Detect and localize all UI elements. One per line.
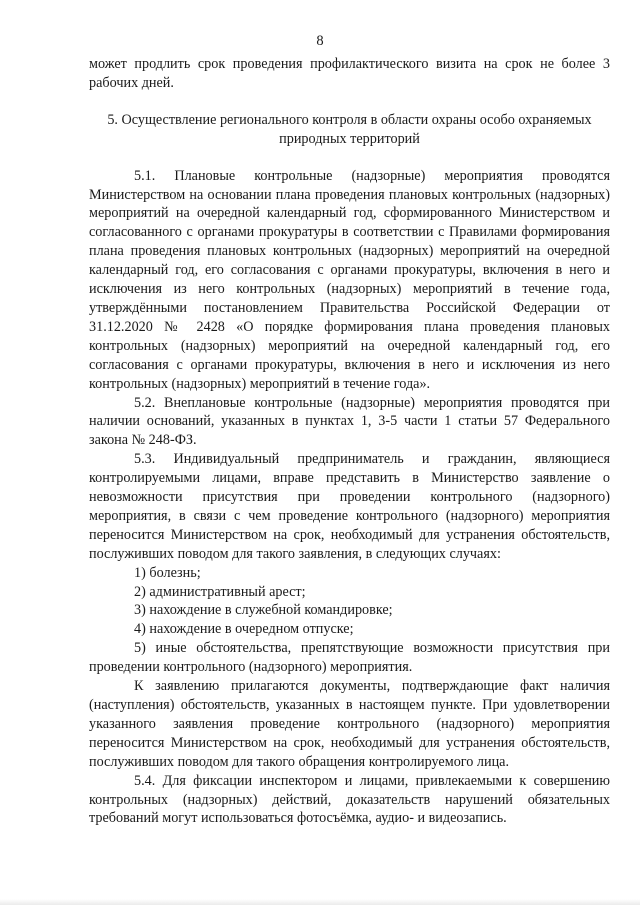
scan-edge	[0, 899, 640, 905]
section-heading: 5. Осуществление регионального контроля в области охраны особо охраняемых природных территорий	[107, 111, 592, 147]
document-body	[89, 55, 610, 828]
list-item: 2) административный арест;	[134, 583, 306, 600]
list-item: 1) болезнь;	[134, 564, 201, 581]
paragraph-attachments: К заявлению прилагаются документы, подтверждающие факт наличия (наступления) обстоятельств, указанных в настоящем пункте. При удовлетворении указанного заявления проведение контрольного (надзорного) мероприятия переносится Министерством на срок, необходимый для устранения обстоятельств, послуживших поводом для такого обращения контролируемого лица.	[89, 678, 610, 770]
paragraph-5-1: 5.1. Плановые контрольные (надзорные) мероприятия проводятся Министерством на основании плана проведения плановых контрольных (надзорных) мероприятий на очередной календарный год, сформированного Министерством и согласованного с органами прокуратуры в соответствии с Правилами формирования плана проведения плановых контрольных (надзорных) мероприятий на очередной календарный год, его согласования с органами прокуратуры, включения в него и исключения из него контрольных (надзорных) мероприятий в течение года, утверждёнными постановлением Правительства Российской Федерации от 31.12.2020 № 2428 «О порядке формирования плана проведения плановых контрольных (надзорных) мероприятий на очередной календарный год, его согласования с органами прокуратуры, включения в него и исключения из него контрольных (надзорных) мероприятий в течение года».	[89, 167, 610, 392]
list-item: 5) иные обстоятельства, препятствующие возможности присутствия при проведении контрольного (надзорного) мероприятия.	[89, 640, 610, 676]
list-item: 3) нахождение в служебной командировке;	[134, 602, 393, 619]
page-number: 8	[316, 33, 324, 49]
list-item: 4) нахождение в очередном отпуске;	[134, 621, 354, 638]
paragraph-5-4: 5.4. Для фиксации инспектором и лицами, привлекаемыми к совершению контрольных (надзорных) действий, доказательств нарушений обязательных требований могут использоваться фотосъёмка, аудио- и видеозапись.	[89, 772, 610, 827]
continuation-paragraph: может продлить срок проведения профилактического визита на срок не более 3 рабочих дней.	[89, 56, 610, 91]
paragraph-5-3: 5.3. Индивидуальный предприниматель и гражданин, являющиеся контролируемыми лицами, вправе представить в Министерство заявление о невозможности присутствия при проведении контрольного (надзорного) мероприятия, в связи с чем проведение контрольного (надзорного) мероприятия переносится Министерством на срок, необходимый для устранения обстоятельств, послуживших поводом для такого заявления, в следующих случаях:	[89, 451, 610, 562]
paragraph-5-2: 5.2. Внеплановые контрольные (надзорные) мероприятия проводятся при наличии оснований, указанных в пунктах 1, 3-5 части 1 статьи 57 Федерального закона № 248-ФЗ.	[89, 394, 610, 449]
